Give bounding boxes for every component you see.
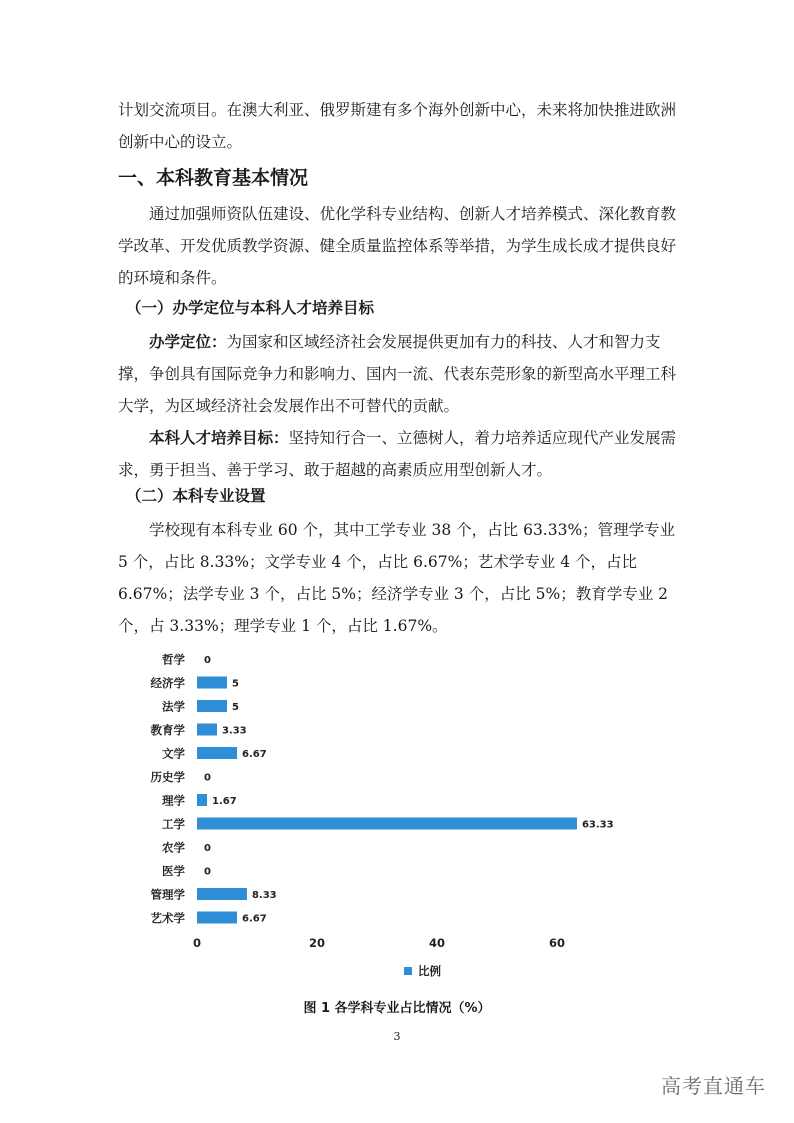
goal-label: 本科人才培养目标： — [149, 429, 289, 447]
legend-swatch — [404, 967, 412, 975]
category-label: 理学 — [162, 793, 185, 808]
section-title: 一、本科教育基本情况 — [118, 167, 309, 189]
category-label: 文学 — [162, 746, 185, 761]
bar-2 — [197, 677, 227, 689]
bar-3 — [197, 700, 227, 712]
data-label: 6.67 — [242, 749, 267, 760]
category-label: 医学 — [162, 864, 185, 878]
data-label: 63.33 — [581, 819, 614, 831]
subsection-title-2: （二）本科专业设置 — [126, 487, 266, 505]
x-tick-label: 20 — [308, 936, 326, 950]
bar-4 — [197, 724, 217, 736]
data-label: 6.67 — [242, 913, 267, 925]
positioning-label: 办学定位： — [149, 333, 227, 351]
category-label: 管理学 — [150, 887, 185, 902]
x-tick-label: 60 — [548, 936, 566, 950]
section-paragraph: 通过加强师资队伍建设、优化学科专业结构、创新人才培养模式、深化教育教学改革、开发优质教学资源、健全质量监控体系等举措，为学生成长成才提供良好的环境和条件。 — [118, 205, 677, 287]
bar-12 — [197, 912, 237, 924]
figure-caption: 图 1 各学科专业占比情况（%） — [303, 1001, 491, 1016]
data-label: 5 — [232, 678, 239, 690]
positioning-text: 为国家和区域经济社会发展提供更加有力的科技、人才和智力支撑，争创具有国际竞争力和影响力、国内一流、代表东莞形象的新型高水平理工科大学，为区域经济社会发展作出不可替代的贡献。 — [118, 333, 677, 415]
goal-text: 坚持知行合一、立德树人，着力培养适应现代产业发展需求，勇于担当、善于学习、敢于超越的高素质应用型创新人才。 — [118, 429, 677, 479]
majors-paragraph: 学校现有本科专业 60 个，其中工学专业 38 个，占比 63.33%；管理学专业 5 个，占比 8.33%；文学专业 4 个，占比 6.67%；艺术学专业 4 个，占比 6.67%；法学专业 3 个，占比 5%；经济学专业 3 个，占比 5%；教育学专业 2 个，占 3.33%；理学专业 1 个，占比 1.67%。 — [118, 521, 676, 635]
bar-11 — [197, 888, 247, 900]
subsection-title-1: （一）办学定位与本科人才培养目标 — [126, 299, 375, 317]
category-label: 历史学 — [150, 770, 185, 784]
category-label: 农学 — [162, 840, 185, 855]
category-label: 艺术学 — [150, 911, 185, 925]
data-label: 0 — [204, 843, 211, 854]
category-label: 法学 — [162, 699, 185, 714]
category-label: 教育学 — [150, 723, 185, 737]
watermark-text: 高考直通车 — [661, 1074, 766, 1098]
data-label: 0 — [204, 866, 211, 878]
legend-label: 比例 — [418, 964, 441, 978]
positioning-paragraph — [118, 326, 678, 422]
page-number: 3 — [393, 1030, 401, 1043]
intro-paragraph: 计划交流项目。在澳大利亚、俄罗斯建有多个海外创新中心，未来将加快推进欧洲创新中心的设立。 — [118, 101, 677, 151]
category-label: 工学 — [162, 817, 185, 831]
data-label: 8.33 — [251, 890, 277, 901]
data-label: 5 — [232, 702, 239, 713]
bar-8 — [197, 818, 577, 830]
data-label: 1.67 — [212, 796, 237, 807]
data-label: 3.33 — [221, 725, 247, 737]
category-label: 哲学 — [162, 652, 185, 667]
category-label: 经济学 — [150, 676, 185, 690]
majors-bar-chart — [110, 640, 630, 980]
goal-paragraph — [118, 422, 678, 486]
bar-7 — [197, 794, 207, 806]
x-tick-label: 0 — [192, 936, 202, 950]
data-label: 0 — [204, 655, 211, 666]
bar-5 — [197, 747, 237, 759]
x-tick-label: 40 — [428, 936, 446, 950]
data-label: 0 — [204, 772, 211, 784]
